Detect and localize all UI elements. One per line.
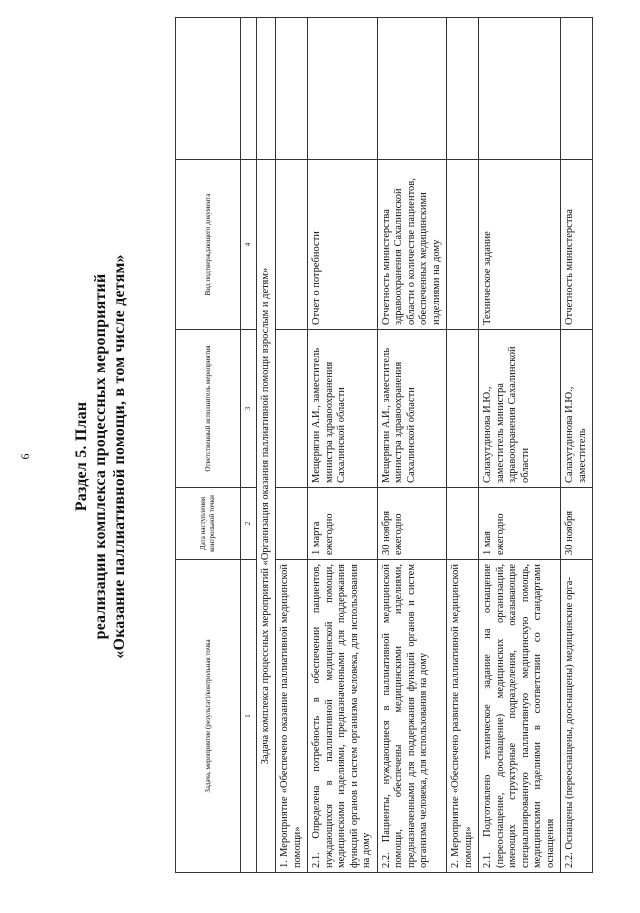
section-title [72, 0, 129, 913]
row-document: Отчетность министерства здравоохранения Сахалинской области о количестве пациентов, обеспеченных медицинскими изделиями на дому [377, 160, 447, 330]
col-number: 4 [241, 160, 257, 330]
row-task: 2.2. Оснащены (переоснащены, дооснащены) медицинские орга- [561, 560, 593, 873]
row-date: 30 ноября ежегодно [377, 488, 447, 560]
row-task: 2.1. Подготовлено техническое задание на оснащение (переоснащение, дооснащение) медицинских организаций, имеющих структурные подразделения, оказывающие специализированную паллиативную медицинскую помощь, медицинскими изделиями в соответствии со стандартами оснащения [479, 560, 561, 873]
page-number: 6 [18, 453, 32, 460]
table-row [561, 18, 593, 873]
blank-cell [377, 18, 447, 160]
row-task: 2. Мероприятие «Обеспечено развитие паллиативной медицинской помощи» [447, 560, 479, 873]
blank-cell [308, 18, 378, 160]
blank-cell [561, 18, 593, 160]
row-executor: Мещерягин А.И., заместитель министра здравоохранения Сахалинской области [377, 330, 447, 488]
plan-table [175, 17, 593, 873]
table-row [308, 18, 378, 873]
header-date: Дата наступления контрольной точки [176, 488, 241, 560]
col-number: 1 [241, 560, 257, 873]
title-line-3: «Оказание паллиативной помощи, в том числе детям» [111, 254, 128, 659]
row-executor: Салахутдинова И.Ю., заместитель [561, 330, 593, 488]
col-number-blank [241, 18, 257, 160]
blank-cell [256, 18, 276, 160]
title-line-2: реализации комплекса процессных мероприятий [92, 273, 109, 640]
row-executor: Мещерягин А.И., заместитель министра здравоохранения Сахалинской области [308, 330, 378, 488]
header-executor: Ответственный исполнитель мероприятия [176, 330, 241, 488]
row-executor: Салахутдинова И.Ю., заместитель министра здравоохранения Сахалинской области [479, 330, 561, 488]
column-number-row [241, 18, 257, 873]
header-document: Вид подтверждающего документа [176, 160, 241, 330]
table-row [447, 18, 479, 873]
row-document: Отчетность министерства [561, 160, 593, 330]
row-date: 30 ноября [561, 488, 593, 560]
title-line-1: Раздел 5. План [73, 401, 90, 512]
row-date: 1 мая ежегодно [479, 488, 561, 560]
header-blank [176, 18, 241, 160]
row-task: 2.1. Определена потребность в обеспечении пациентов, нуждающихся в паллиативной медицинской помощи, медицинскими изделиями, предназначенными для поддержания функций органов и систем организма человека, для использования на дому [308, 560, 378, 873]
blank-cell [447, 18, 479, 160]
row-executor [276, 330, 308, 488]
blank-cell [276, 18, 308, 160]
row-date: 1 марта ежегодно [308, 488, 378, 560]
row-document: Отчет о потребности [308, 160, 378, 330]
row-date [447, 488, 479, 560]
row-executor [447, 330, 479, 488]
task-title: Задача комплекса процессных мероприятий «Организация оказания паллиативной помощи взрослым и детям» [256, 160, 276, 873]
table-row [377, 18, 447, 873]
table-row [276, 18, 308, 873]
row-task: 2.2. Пациенты, нуждающиеся в паллиативной медицинской помощи, обеспечены медицинскими изделиями, предназначенными для поддержания функций органов и систем организма человека, для использования на дому [377, 560, 447, 873]
table-row [479, 18, 561, 873]
task-row [256, 18, 276, 873]
row-document [447, 160, 479, 330]
row-date [276, 488, 308, 560]
row-task: 1. Мероприятие «Обеспечено оказание паллиативной медицинской помощи» [276, 560, 308, 873]
row-document [276, 160, 308, 330]
blank-cell [479, 18, 561, 160]
row-document: Техническое задание [479, 160, 561, 330]
col-number: 3 [241, 330, 257, 488]
header-task: Задача, мероприятие (результат)/контрольная точка [176, 560, 241, 873]
header-row [176, 18, 241, 873]
col-number: 2 [241, 488, 257, 560]
